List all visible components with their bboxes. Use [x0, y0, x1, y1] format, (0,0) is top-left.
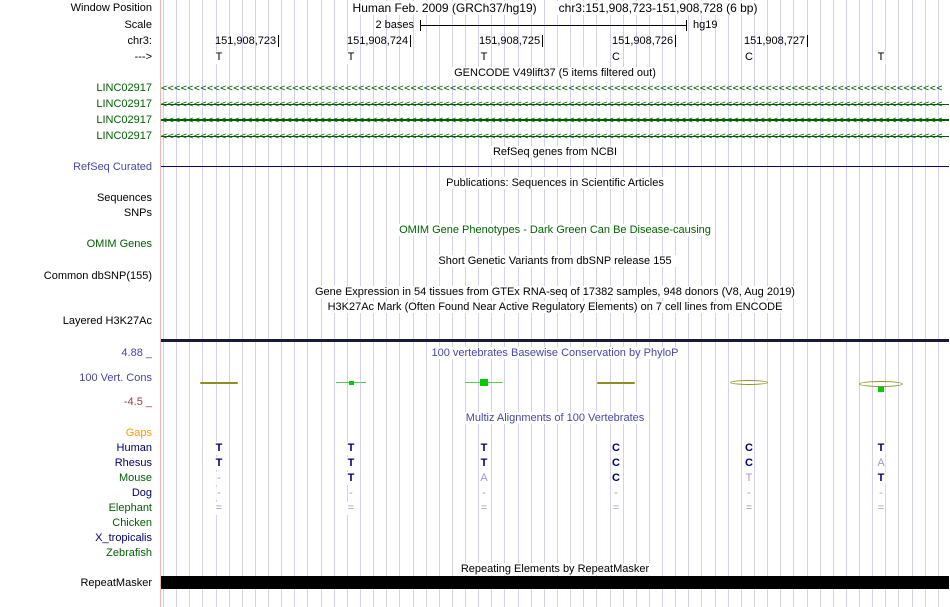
species-label-zebrafish[interactable]: Zebrafish [106, 547, 152, 559]
gene-transcript[interactable] [161, 98, 949, 111]
base-letter: T [480, 51, 488, 63]
alignment-letter: T [215, 457, 223, 469]
track-title-publications[interactable]: Publications: Sequences in Scientific Articles [161, 177, 949, 190]
coordinate-value: 151,908,727 [744, 35, 808, 48]
alignment-letter: - [747, 487, 751, 499]
strand-arrows-left: <<<<<<<<<<<<<<<<<<<<<<<<<<<<<<<<<<<<<<<<<<<<<<<<<<<<<<<<<<<<<<<<<<<<<<<<<<<<<<<<<<<<<<<<<<<<<<<<<<<<<<<<<<<<<<<<<<<<<<< [161, 83, 943, 94]
track-label-layered-h3k27ac[interactable]: Layered H3K27Ac [62, 315, 152, 327]
window-position-label: Window Position [70, 2, 152, 14]
coordinate-value: 151,908,725 [479, 35, 543, 48]
h3k27ac-dense-bar[interactable] [161, 339, 949, 342]
alignment-letter: T [215, 442, 223, 454]
chromosome-label: chr3: [127, 35, 152, 47]
alignment-letter: T [347, 457, 355, 469]
gene-label-linc02917[interactable]: LINC02917 [96, 82, 152, 94]
track-title-conservation[interactable]: 100 vertebrates Basewise Conservation by PhyloP [161, 347, 949, 360]
scale-value: 2 bases [375, 19, 414, 31]
track-label-omim-genes[interactable]: OMIM Genes [86, 238, 152, 250]
alignment-letter: = [877, 502, 885, 514]
conservation-peak [878, 387, 884, 392]
alignment-letter: - [217, 487, 221, 499]
track-title-h3k27ac[interactable]: H3K27Ac Mark (Often Found Near Active Regulatory Elements) on 7 cell lines from ENCODE [161, 301, 949, 314]
base-letter: C [612, 51, 620, 63]
scale-ruler [420, 20, 687, 31]
alignment-letter: - [879, 487, 883, 499]
alignment-letter: = [215, 502, 223, 514]
base-letter: T [877, 51, 885, 63]
position-title: chr3:151,908,723-151,908,728 (6 bp) [555, 1, 762, 15]
species-label-mouse[interactable]: Mouse [118, 472, 152, 484]
alignment-letter: C [612, 442, 620, 454]
conservation-axis-min: -4.5 _ [123, 396, 152, 408]
base-letter: C [745, 51, 753, 63]
alignment-letter: C [612, 457, 620, 469]
alignment-letter: = [745, 502, 753, 514]
species-label-x_tropicalis[interactable]: X_tropicalis [95, 532, 152, 544]
conservation-mark [730, 380, 768, 385]
alignment-letter: T [347, 442, 355, 454]
assembly-title: Human Feb. 2009 (GRCh37/hg19) [349, 1, 541, 15]
genome-assembly-tag: hg19 [693, 19, 718, 31]
coordinate-value: 151,908,724 [347, 35, 411, 48]
track-title-refseq[interactable]: RefSeq genes from NCBI [161, 146, 949, 159]
track-title-multiz[interactable]: Multiz Alignments of 100 Vertebrates [161, 412, 949, 425]
coordinate-value: 151,908,726 [612, 35, 676, 48]
base-letter: T [347, 51, 355, 63]
alignment-letter: - [217, 472, 221, 484]
track-title-repeatmasker[interactable]: Repeating Elements by RepeatMasker [161, 563, 949, 576]
alignment-letter: = [347, 502, 355, 514]
conservation-peak [349, 381, 354, 385]
refseq-gene-line[interactable] [161, 166, 949, 167]
track-label-refseq-curated[interactable]: RefSeq Curated [73, 161, 152, 173]
species-label-chicken[interactable]: Chicken [112, 517, 152, 529]
window-position-title [161, 2, 949, 15]
alignment-letter: - [482, 487, 486, 499]
strand-arrows-left: <<<<<<<<<<<<<<<<<<<<<<<<<<<<<<<<<<<<<<<<<<<<<<<<<<<<<<<<<<<<<<<<<<<<<<<<<<<<<<<<<<<<<<<<<<<<<<<<<<<<<<<<<<<<<<<<<<<<<<< [161, 131, 943, 142]
coordinate-tick [542, 35, 543, 47]
coordinate-tick [410, 35, 411, 47]
alignment-letter: T [347, 472, 355, 484]
species-label-dog[interactable]: Dog [131, 487, 152, 499]
gene-transcript[interactable] [161, 114, 949, 127]
strand-arrows-left: <<<<<<<<<<<<<<<<<<<<<<<<<<<<<<<<<<<<<<<<<<<<<<<<<<<<<<<<<<<<<<<<<<<<<<<<<<<<<<<<<<<<<<<<<<<<<<<<<<<<<<<<<<<<<<<<<<<<<<< [161, 99, 943, 110]
track-title-gtex[interactable]: Gene Expression in 54 tissues from GTEx RNA-seq of 17382 samples, 948 donors (V8, Aug 2019) [161, 286, 949, 299]
gene-transcript[interactable] [161, 130, 949, 143]
track-title-omim[interactable]: OMIM Gene Phenotypes - Dark Green Can Be Disease-causing [161, 224, 949, 237]
conservation-axis-max: 4.88 _ [121, 347, 152, 359]
alignment-letter: C [612, 472, 620, 484]
gene-transcript[interactable] [161, 82, 949, 95]
alignment-letter: T [480, 442, 488, 454]
track-label-snps[interactable]: SNPs [123, 207, 152, 219]
coordinate-tick [807, 35, 808, 47]
gene-label-linc02917[interactable]: LINC02917 [96, 114, 152, 126]
alignment-letter: - [614, 487, 618, 499]
alignment-letter: C [745, 457, 753, 469]
strand-arrows-left: <<<<<<<<<<<<<<<<<<<<<<<<<<<<<<<<<<<<<<<<<<<<<<<<<<<<<<<<<<<<<<<<<<<<<<<<<<<<<<<<<<<<<<<<<<<<<<<<<<<<<<<<<<<<<<<<<<<<<<< [161, 115, 943, 126]
species-label-human[interactable]: Human [116, 442, 152, 454]
alignment-letter: - [349, 487, 353, 499]
track-title-dbsnp[interactable]: Short Genetic Variants from dbSNP release 155 [161, 255, 949, 268]
gene-label-linc02917[interactable]: LINC02917 [96, 98, 152, 110]
strand-direction-label: ---> [134, 51, 152, 63]
alignment-letter: T [480, 457, 488, 469]
alignment-letter: T [745, 472, 753, 484]
track-label-conservation[interactable]: 100 Vert. Cons [79, 372, 152, 384]
coordinate-value: 151,908,723 [215, 35, 279, 48]
conservation-peak [480, 379, 488, 386]
alignment-letter: = [612, 502, 620, 514]
alignment-letter: C [745, 442, 753, 454]
track-label-repeatmasker[interactable]: RepeatMasker [80, 577, 152, 589]
gene-label-linc02917[interactable]: LINC02917 [96, 130, 152, 142]
conservation-mark [200, 382, 238, 384]
coordinate-tick [278, 35, 279, 47]
track-title-gencode[interactable]: GENCODE V49lift37 (5 items filtered out) [161, 67, 949, 80]
alignment-letter: A [480, 472, 488, 484]
species-label-elephant[interactable]: Elephant [108, 502, 152, 514]
alignment-letter: A [877, 457, 885, 469]
alignment-letter: T [877, 442, 885, 454]
track-label-common-dbsnp[interactable]: Common dbSNP(155) [43, 270, 152, 282]
alignment-letter: = [480, 502, 488, 514]
conservation-mark [597, 382, 635, 384]
alignment-letter: T [877, 472, 885, 484]
species-label-gaps[interactable]: Gaps [125, 427, 152, 439]
scale-label: Scale [124, 19, 152, 31]
species-label-rhesus[interactable]: Rhesus [114, 457, 152, 469]
coordinate-tick [675, 35, 676, 47]
repeatmasker-bar[interactable] [161, 576, 949, 589]
track-label-sequences[interactable]: Sequences [96, 192, 152, 204]
base-letter: T [215, 51, 223, 63]
